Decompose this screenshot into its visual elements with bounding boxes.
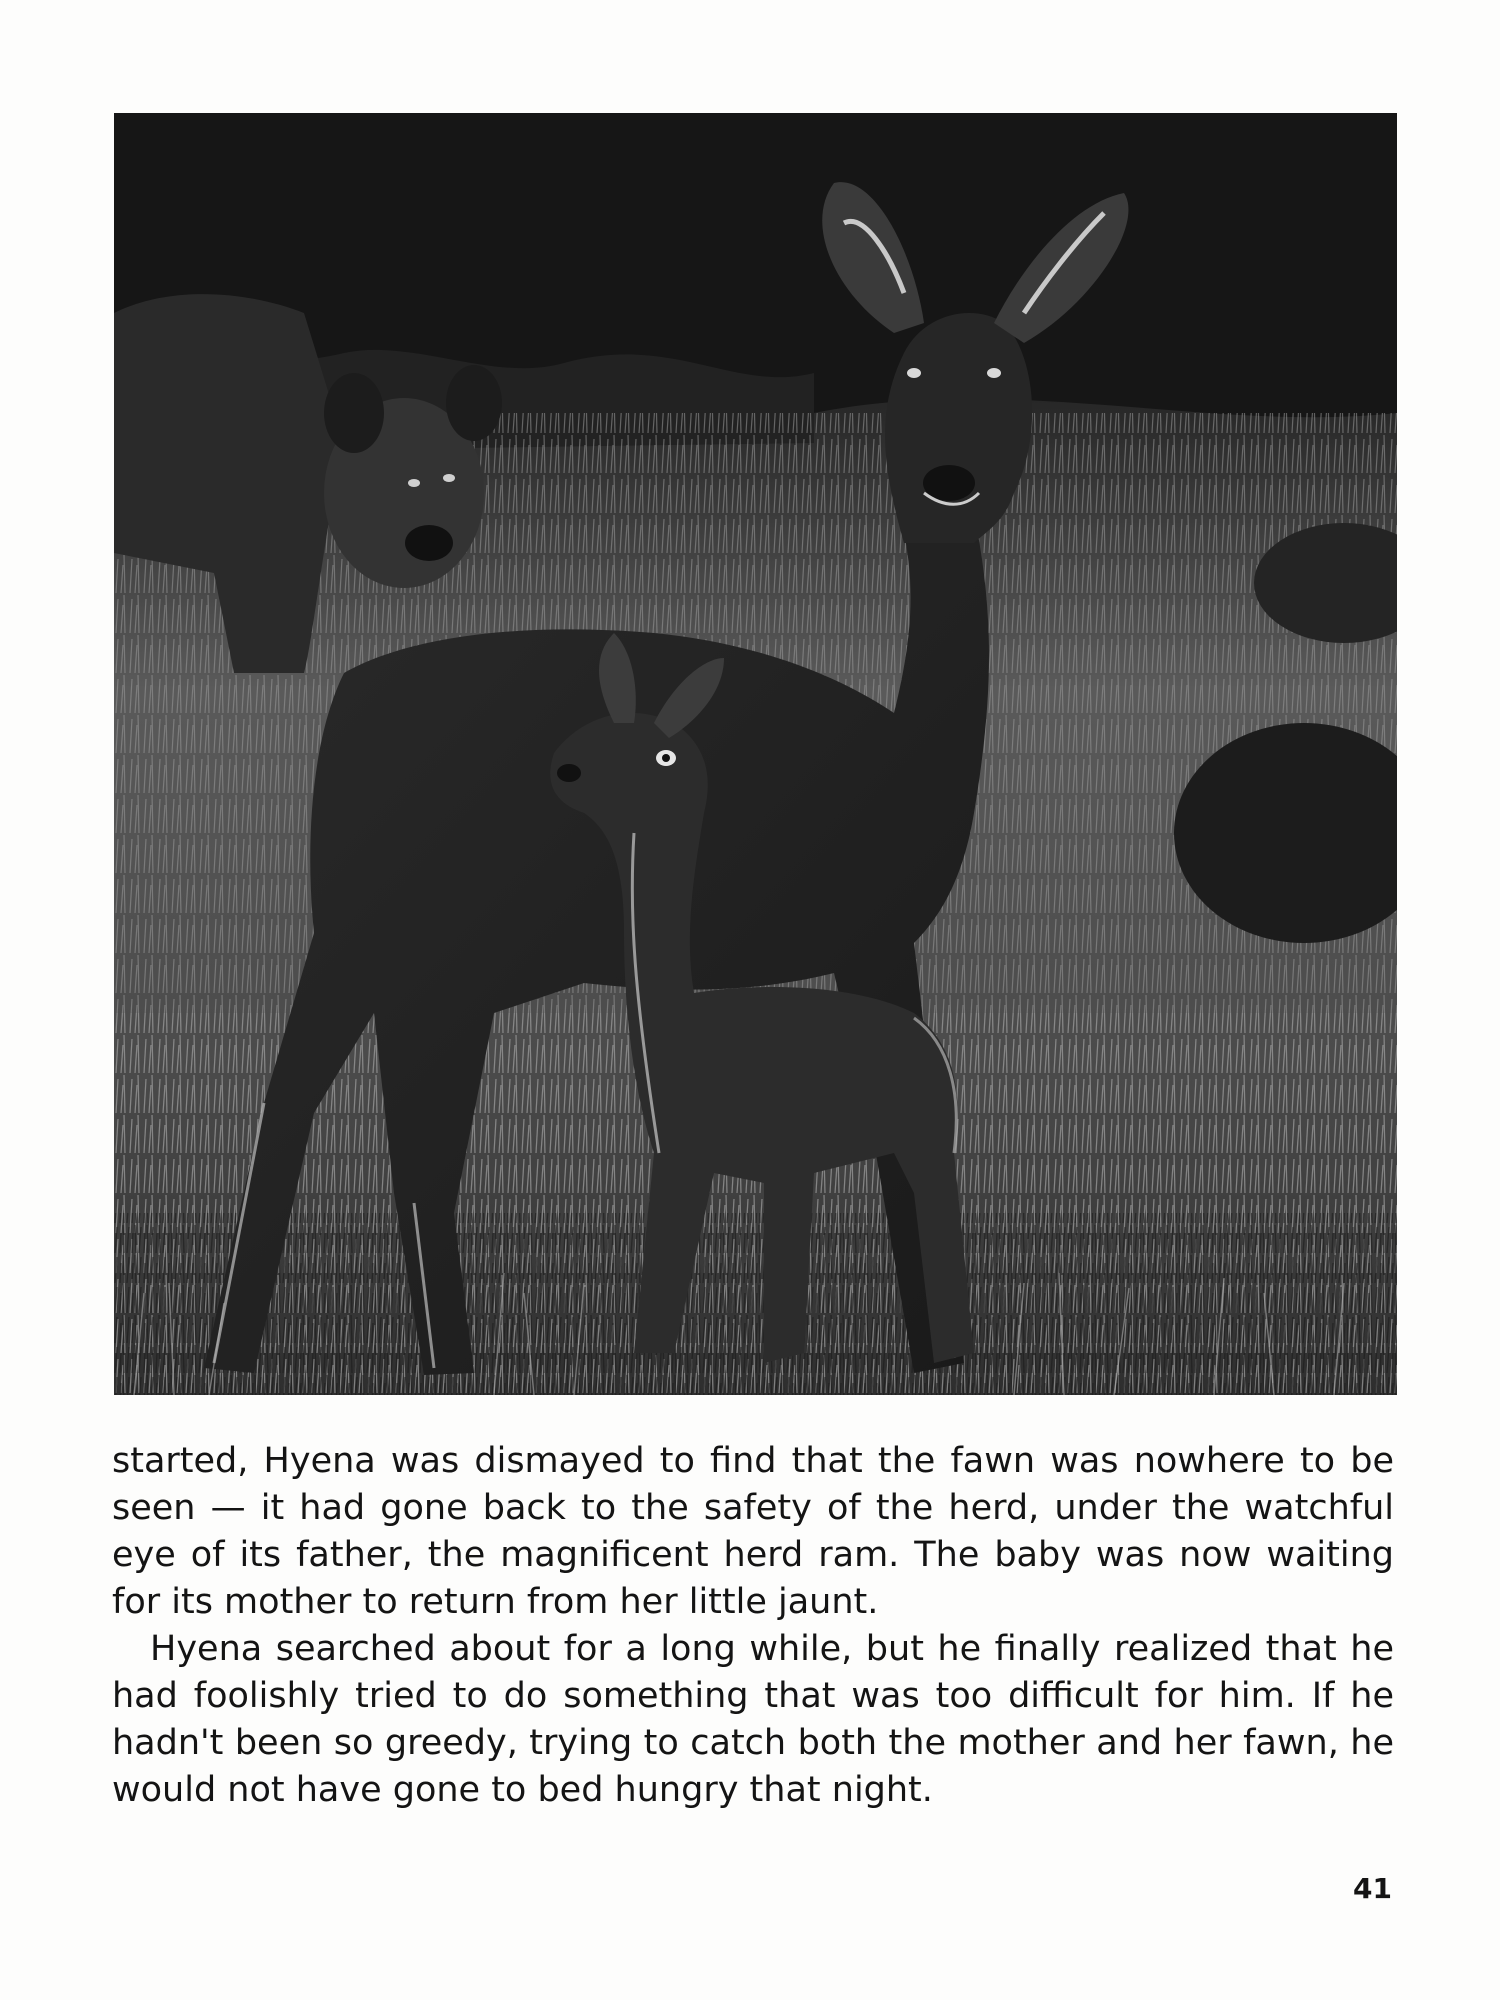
illustration-hyena-antelope: [114, 113, 1397, 1395]
paragraph-2: Hyena searched about for a long while, but he finally realized that he had foolishly tried to do something that was too difficult for him. If he hadn't been so greedy, trying to catch both the mother and her fawn, he would not have gone to bed hungry that night.: [112, 1629, 1394, 1810]
paragraph-1: started, Hyena was dismayed to find that the fawn was nowhere to be seen — it had gone back to the safety of the herd, under the watchful eye of its father, the magnificent herd ram. The baby was now waiting for its mother to return from her little jaunt.: [112, 1441, 1394, 1622]
page-number: 41: [1353, 1872, 1392, 1905]
story-text: [112, 1438, 1394, 1814]
illustration-drawing: [114, 113, 1397, 1395]
